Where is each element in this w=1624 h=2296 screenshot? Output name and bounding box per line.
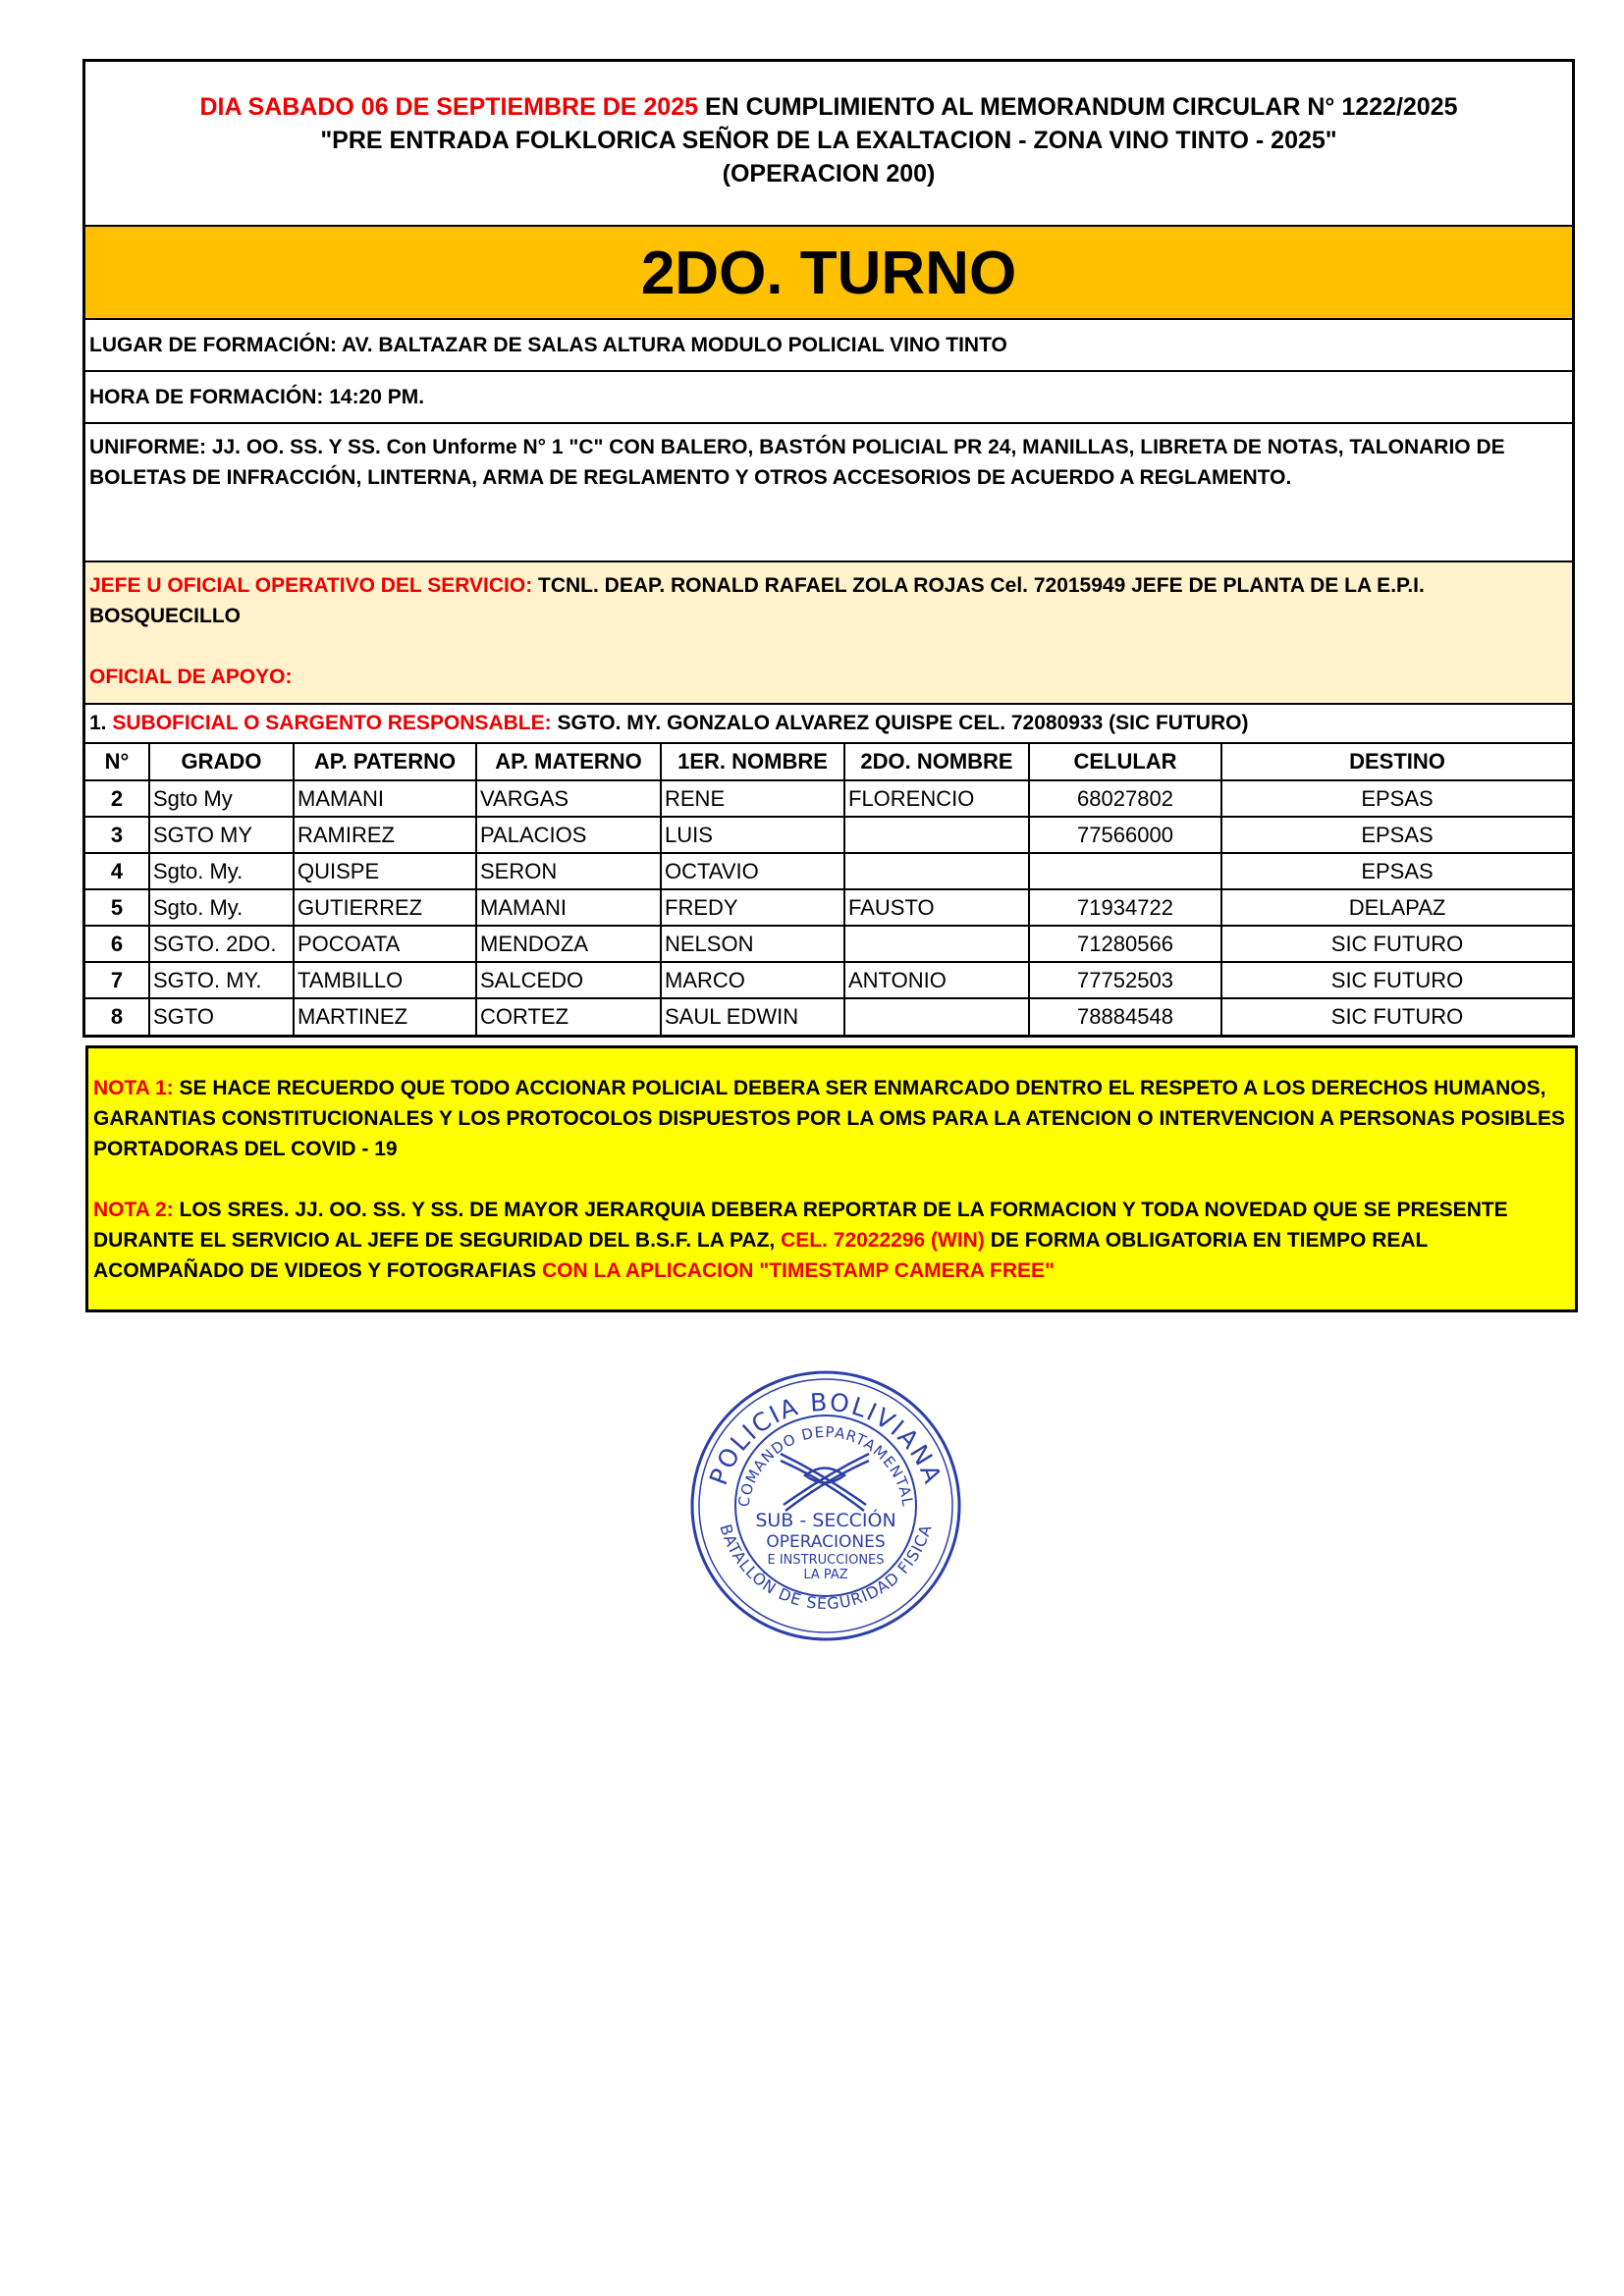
cell-primer-nombre: LUIS [661,817,844,853]
cell-ap-materno: VARGAS [476,780,661,817]
cell-grado: SGTO [149,998,294,1035]
note-1-text: SE HACE RECUERDO QUE TODO ACCIONAR POLICIAL DEBERA SER ENMARCADO DENTRO EL RESPETO A LOS DERECHOS HUMANOS, GARANTIAS CONSTITUCIONALES Y LOS PROTOCOLOS DISPUESTOS POR LA OMS PARA LA ATENCION O INTERVENCION A PERSONAS POSIBLES PORTADORAS DEL COVID - 19 [93,1077,1565,1160]
header-line-1 [85,90,1572,124]
seal-text-line3: E INSTRUCCIONES [767,1553,885,1568]
seal-text-line4: LA PAZ [803,1568,848,1582]
cell-destino: EPSAS [1221,817,1572,853]
cell-numero: 7 [85,962,149,998]
suboficial-number: 1. [89,712,107,734]
header-cell-destino: DESTINO [1221,744,1572,780]
suboficial-label: SUBOFICIAL O SARGENTO RESPONSABLE: [106,712,552,734]
note-1-label: NOTA 1: [93,1077,174,1099]
table-body [85,780,1572,1035]
cell-ap-materno: PALACIOS [476,817,661,853]
header-cell-primer-nombre: 1ER. NOMBRE [661,744,844,780]
seal-text-line1: SUB - SECCIÓN [755,1510,896,1531]
cell-ap-materno: CORTEZ [476,998,661,1035]
cell-destino: EPSAS [1221,780,1572,817]
note-1 [93,1073,1571,1164]
seal-text-line2: OPERACIONES [766,1532,886,1552]
suboficial-row [85,705,1572,744]
header-cell-numero: N° [85,744,149,780]
main-frame [82,59,1575,1038]
cell-ap-materno: SERON [476,853,661,889]
cell-numero: 5 [85,889,149,926]
cell-ap-paterno: QUISPE [294,853,476,889]
document-header [85,62,1572,227]
cell-segundo-nombre [844,926,1029,962]
note-2-phone: CEL. 72022296 (WIN) [775,1229,985,1252]
cell-celular: 71934722 [1029,889,1221,926]
lugar-formacion: LUGAR DE FORMACIÓN: AV. BALTAZAR DE SALAS ALTURA MODULO POLICIAL VINO TINTO [85,320,1572,372]
cell-celular: 77752503 [1029,962,1221,998]
oficial-apoyo-label: OFICIAL DE APOYO: [89,666,293,688]
crossed-swords-icon [781,1454,869,1511]
header-date: DIA SABADO 06 DE SEPTIEMBRE DE 2025 [199,93,698,121]
notes-box [85,1045,1578,1312]
cell-destino: SIC FUTURO [1221,998,1572,1035]
cell-destino: SIC FUTURO [1221,962,1572,998]
cell-segundo-nombre: FAUSTO [844,889,1029,926]
operation-label: (OPERACION 200) [722,160,936,187]
uniforme-text: UNIFORME: JJ. OO. SS. Y SS. Con Unforme N° 1 "C" CON BALERO, BASTÓN POLICIAL PR 24, MANILLAS, LIBRETA DE NOTAS, TALONARIO DE BOLETAS DE INFRACCIÓN, LINTERNA, ARMA DE REGLAMENTO Y OTROS ACCESORIOS DE ACUERDO A REGLAMENTO. [85,424,1572,562]
cell-primer-nombre: OCTAVIO [661,853,844,889]
cell-destino: DELAPAZ [1221,889,1572,926]
note-2-app: CON LA APLICACION "TIMESTAMP CAMERA FREE" [536,1259,1055,1282]
header-cell-ap-materno: AP. MATERNO [476,744,661,780]
cell-celular: 68027802 [1029,780,1221,817]
cell-segundo-nombre [844,998,1029,1035]
jefe-section [85,562,1572,705]
table-header-row [85,744,1572,780]
cell-ap-paterno: POCOATA [294,926,476,962]
seal-text-inner-top: COMANDO DEPARTAMENTAL [734,1422,917,1509]
personnel-table [85,744,1572,1035]
cell-grado: SGTO MY [149,817,294,853]
suboficial-value: SGTO. MY. GONZALO ALVAREZ QUISPE CEL. 72080933 (SIC FUTURO) [551,712,1249,734]
note-2-text-a: LOS SRES. JJ. OO. SS. Y SS. DE MAYOR JERARQUIA DEBERA REPORTAR DE LA FORMACION Y TODA NOVEDAD QUE SE PRESENTE DURANTE EL SERVICIO AL JEFE DE SEGURIDAD DEL B.S.F. LA PAZ, [93,1199,1508,1252]
cell-celular: 71280566 [1029,926,1221,962]
table-row [85,817,1572,853]
cell-segundo-nombre: ANTONIO [844,962,1029,998]
table-row [85,926,1572,962]
cell-numero: 6 [85,926,149,962]
header-cell-segundo-nombre: 2DO. NOMBRE [844,744,1029,780]
cell-grado: SGTO. 2DO. [149,926,294,962]
cell-numero: 4 [85,853,149,889]
cell-ap-materno: MAMANI [476,889,661,926]
cell-ap-paterno: TAMBILLO [294,962,476,998]
cell-celular: 77566000 [1029,817,1221,853]
header-cell-ap-paterno: AP. PATERNO [294,744,476,780]
cell-segundo-nombre [844,853,1029,889]
table-row [85,853,1572,889]
cell-destino: SIC FUTURO [1221,926,1572,962]
table-row [85,962,1572,998]
cell-ap-paterno: MAMANI [294,780,476,817]
header-cell-celular: CELULAR [1029,744,1221,780]
jefe-value: TCNL. DEAP. RONALD RAFAEL ZOLA ROJAS Cel. 72015949 JEFE DE PLANTA DE LA E.P.I. BOSQUECILLO [89,574,1425,627]
cell-segundo-nombre [844,817,1029,853]
cell-ap-materno: MENDOZA [476,926,661,962]
cell-grado: Sgto. My. [149,889,294,926]
cell-ap-paterno: RAMIREZ [294,817,476,853]
cell-celular: 78884548 [1029,998,1221,1035]
cell-celular [1029,853,1221,889]
cell-ap-paterno: MARTINEZ [294,998,476,1035]
cell-grado: SGTO. MY. [149,962,294,998]
cell-primer-nombre: RENE [661,780,844,817]
cell-numero: 3 [85,817,149,853]
official-seal [687,1367,964,1644]
seal-text-outer-bottom: BATALLÓN DE SEGURIDAD FISICA [716,1522,936,1614]
cell-destino: EPSAS [1221,853,1572,889]
note-2-label: NOTA 2: [93,1199,174,1221]
cell-ap-materno: SALCEDO [476,962,661,998]
turno-banner: 2DO. TURNO [85,227,1572,320]
table-row [85,998,1572,1035]
cell-grado: Sgto My [149,780,294,817]
cell-primer-nombre: FREDY [661,889,844,926]
hora-formacion: HORA DE FORMACIÓN: 14:20 PM. [85,372,1572,424]
cell-primer-nombre: NELSON [661,926,844,962]
seal-text-outer-top: POLICIA BOLIVIANA [703,1387,948,1489]
table-row [85,889,1572,926]
note-2-text-b: DE FORMA OBLIGATORIA EN TIEMPO REAL ACOMPAÑADO DE VIDEOS Y FOTOGRAFIAS [93,1229,1428,1282]
jefe-label: JEFE U OFICIAL OPERATIVO DEL SERVICIO: [89,574,533,597]
header-cell-grado: GRADO [149,744,294,780]
cell-grado: Sgto. My. [149,853,294,889]
personnel-table-wrapper [85,744,1572,1035]
cell-numero: 2 [85,780,149,817]
cell-numero: 8 [85,998,149,1035]
header-memo: EN CUMPLIMIENTO AL MEMORANDUM CIRCULAR N° 1222/2025 [698,93,1458,121]
note-2 [93,1195,1571,1286]
cell-primer-nombre: SAUL EDWIN [661,998,844,1035]
cell-primer-nombre: MARCO [661,962,844,998]
table-row [85,780,1572,817]
event-title: "PRE ENTRADA FOLKLORICA SEÑOR DE LA EXALTACION - ZONA VINO TINTO - 2025" [320,127,1337,154]
cell-segundo-nombre: FLORENCIO [844,780,1029,817]
cell-ap-paterno: GUTIERREZ [294,889,476,926]
